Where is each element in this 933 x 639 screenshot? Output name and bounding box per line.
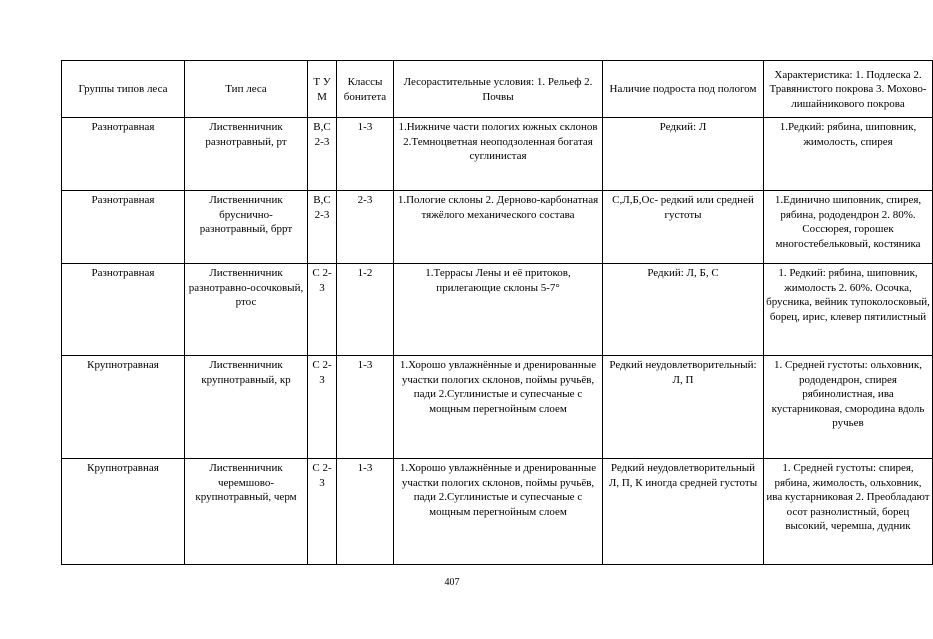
cell-tum: В,С 2-3 [308,191,337,264]
header-tum: Т У М [308,61,337,118]
cell-characteristic: 1.Единично шиповник, спирея, рябина, рододендрон 2. 80%. Соссюрея, горошек многостебельковый, костяника [764,191,933,264]
cell-conditions: 1.Хорошо увлажнённые и дренированные участки пологих склонов, поймы ручьёв, пади 2.Суглинистые и супесчаные с мощным перегнойным слоем [394,459,603,565]
cell-conditions: 1.Хорошо увлажнённые и дренированные участки пологих склонов, поймы ручьёв, пади 2.Суглинистые и супесчаные с мощным перегнойным слоем [394,356,603,459]
header-characteristic: Характеристика: 1. Подлеска 2. Травянистого покрова 3. Мохово-лишайникового покрова [764,61,933,118]
forest-types-table [61,60,933,565]
cell-group: Крупнотравная [62,356,185,459]
cell-characteristic: 1. Средней густоты: спирея, рябина, жимолость, ольховник, ива кустарниковая 2. Преобладают осот разнолистный, борец высокий, черемша, дудник [764,459,933,565]
cell-conditions: 1.Нижниче части пологих южных склонов 2.Темноцветная неоподзоленная богатая суглинистая [394,118,603,191]
cell-type: Лиственничник черемшово-крупнотравный, черм [185,459,308,565]
cell-conditions: 1.Террасы Лены и её притоков, прилегающие склоны 5-7° [394,264,603,356]
header-conditions: Лесорастительные условия: 1. Рельеф 2. Почвы [394,61,603,118]
cell-characteristic: 1. Редкий: рябина, шиповник, жимолость 2. 60%. Осочка, брусника, вейник тупоколосковый, борец, ирис, клевер пятилистный [764,264,933,356]
cell-group: Разнотравная [62,191,185,264]
header-forest-group: Группы типов леса [62,61,185,118]
cell-group: Крупнотравная [62,459,185,565]
header-undergrowth: Наличие подроста под пологом [603,61,764,118]
cell-tum: С 2-3 [308,356,337,459]
cell-bonitet: 1-3 [337,459,394,565]
table-row [62,356,933,459]
cell-group: Разнотравная [62,118,185,191]
cell-undergrowth: Редкий неудовлетворительный Л, П, К иногда средней густоты [603,459,764,565]
page-number: 407 [444,577,460,588]
cell-undergrowth: Редкий неудовлетворительный: Л, П [603,356,764,459]
cell-undergrowth: Редкий: Л [603,118,764,191]
table-row [62,264,933,356]
cell-characteristic: 1. Средней густоты: ольховник, рододендрон, спирея рябинолистная, ива кустарниковая, смородина вдоль ручьев [764,356,933,459]
cell-type: Лиственничник бруснично-разнотравный, бррт [185,191,308,264]
header-bonitet: Классы бонитета [337,61,394,118]
cell-tum: В,С 2-3 [308,118,337,191]
header-forest-type: Тип леса [185,61,308,118]
cell-tum: С 2-3 [308,264,337,356]
cell-bonitet: 1-3 [337,118,394,191]
table-row [62,459,933,565]
cell-conditions: 1.Пологие склоны 2. Дерново-карбонатная тяжёлого механического состава [394,191,603,264]
table-row [62,118,933,191]
cell-undergrowth: С,Л,Б,Ос- редкий или средней густоты [603,191,764,264]
cell-undergrowth: Редкий: Л, Б, С [603,264,764,356]
cell-type: Лиственничник крупнотравный, кр [185,356,308,459]
cell-group: Разнотравная [62,264,185,356]
cell-characteristic: 1.Редкий: рябина, шиповник, жимолость, спирея [764,118,933,191]
cell-tum: С 2-3 [308,459,337,565]
cell-type: Лиственничник разнотравный, рт [185,118,308,191]
cell-type: Лиственничник разнотравно-осочковый, ртос [185,264,308,356]
cell-bonitet: 2-3 [337,191,394,264]
cell-bonitet: 1-2 [337,264,394,356]
table-row [62,191,933,264]
table-header-row [62,61,933,118]
cell-bonitet: 1-3 [337,356,394,459]
